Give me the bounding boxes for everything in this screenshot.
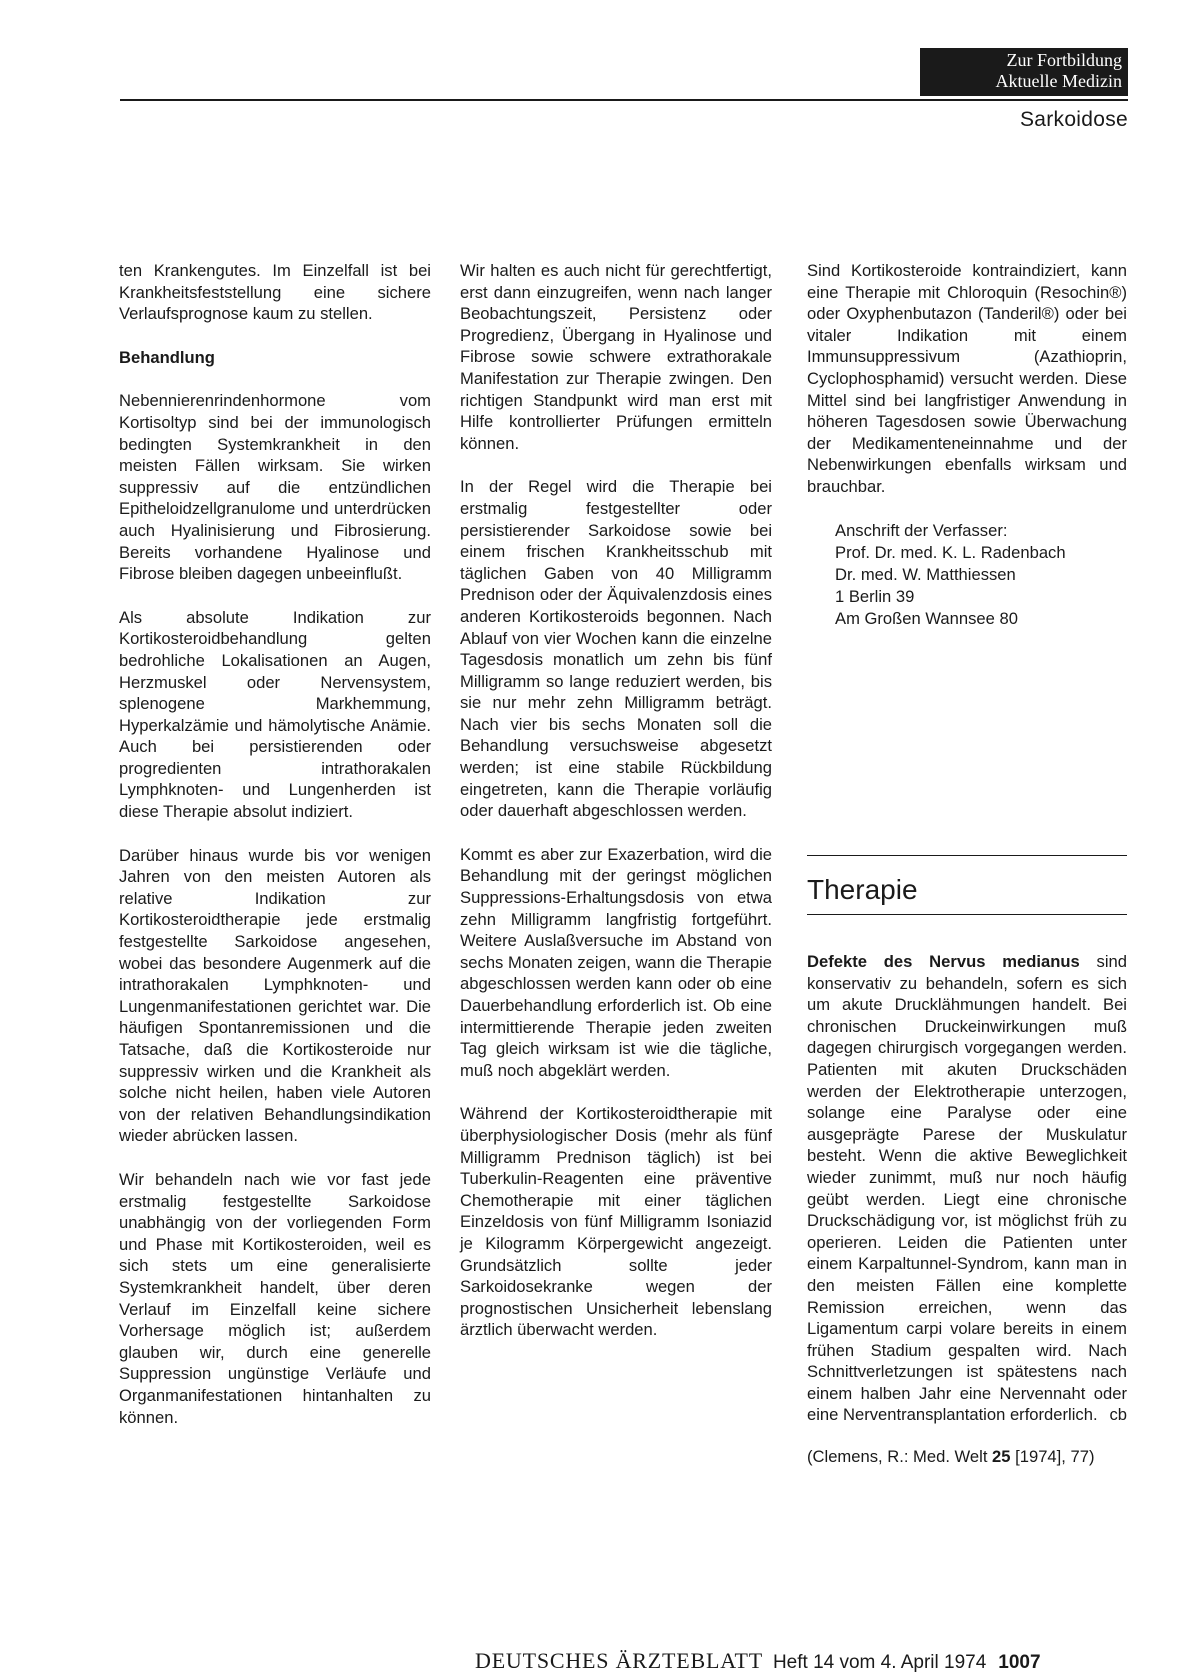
reference xyxy=(807,1446,1127,1468)
therapie-box xyxy=(807,855,1127,915)
address-line: Prof. Dr. med. K. L. Radenbach xyxy=(835,542,1066,562)
page-footer xyxy=(475,1648,1041,1674)
therapie-rule-bottom xyxy=(807,914,1127,915)
section-tag xyxy=(920,48,1128,96)
section-tag-line1: Zur Fortbildung xyxy=(1006,50,1122,70)
paragraph: Darüber hinaus wurde bis vor wenigen Jahren von den meisten Autoren als relative Indikation zur Kortikosteroidtherapie jede erstmalig festgestellte Sarkoidose angesehen, wobei das besondere Augenmerk auf die intrathorakalen Lymphknoten- und Lungenmanifestationen gerichtet war. Die häufigen Spontanremissionen und die Tatsache, daß die Kortikosteroide nur suppressiv wirken und die Krankheit als solche nicht heilen, haben viele Autoren von der relativen Behandlungsindikation wieder abrücken lassen. xyxy=(119,845,431,1146)
paragraph: Wir halten es auch nicht für gerechtfertigt, erst dann einzugreifen, wenn nach langer Beobachtungszeit, Persistenz oder Progredienz, Übergang in Hyalinose und Fibrose sowie schwere extrathorakale Manifestation zur Therapie zwingen. Den richtigen Standpunkt wird man erst mit Hilfe kontrollierter Prüfungen ermitteln können. xyxy=(460,261,772,453)
reference-text: [1974], 77) xyxy=(1010,1447,1095,1467)
paragraph xyxy=(807,951,1127,1426)
paragraph: Kommt es aber zur Exazerbation, wird die Behandlung mit der geringst möglichen Suppressions-Erhaltungsdosis von etwa zehn Milligramm langfristig fortgeführt. Weitere Auslaßversuche im Abstand von sechs Monaten zeigen, wann die Therapie abgeschlossen werden kann oder ob eine Dauerbehandlung erforderlich ist. Ob eine intermittierende Therapie jeden zweiten Tag gleich wirksam ist wie die tägliche, muß noch abgeklärt werden. xyxy=(460,844,772,1080)
column-2 xyxy=(460,260,772,1363)
paragraph: Wir behandeln nach wie vor fast jede erstmalig festgestellte Sarkoidose unabhängig von der vorliegenden Form und Phase mit Kortikosteroiden, weil es sich stets um eine generalisierte Systemkrankheit handelt, über deren Verlauf im Einzelfall keine sichere Vorhersage möglich ist; außerdem glauben wir, durch eine generelle Suppression ungünstige Verläufe und Organmanifestationen hintanhalten zu können. xyxy=(119,1169,431,1427)
article-body: sind konservativ zu behandeln, sofern es sich um akute Drucklähmungen handelt. Bei chronischen Druckeinwirkungen muß dagegen chirurgisch vorgegangen werden. Patienten mit akuten Druckschäden werden der Elektrotherapie unterzogen, solange eine Paralyse oder eine ausgeprägte Parese der Muskulatur besteht. Wenn die aktive Beweglichkeit wieder zunimmt, muß nur noch häufig geübt werden. Liegt eine chronische Druckschädigung vor, ist möglichst früh zu operieren. Leiden die Patienten unter einem Karpaltunnel-Syndrom, kann man in den meisten Fällen eine komplette Remission erreichen, wenn das Ligamentum carpi volare bereits in einem frühen Stadium gespalten wird. Nach Schnittverletzungen ist spätestens nach einem halben Jahr eine Nervennaht oder eine Nerventransplantation erforderlich. xyxy=(807,952,1127,1425)
paragraph: Während der Kortikosteroidtherapie mit überphysiologischer Dosis (mehr als fünf Milligramm Prednison täglich) ist bei Tuberkulin-Reagenten eine präventive Chemotherapie mit einer täglichen Einzeldosis von fünf Milligramm Isoniazid je Kilogramm Körpergewicht angezeigt. Grundsätzlich sollte jeder Sarkoidosekranke wegen der prognostischen Unsicherheit lebenslang ärztlich überwacht werden. xyxy=(460,1104,772,1340)
reference-text: (Clemens, R.: Med. Welt xyxy=(807,1447,993,1467)
therapie-article xyxy=(807,951,1127,1488)
section-label: Sarkoidose xyxy=(1019,108,1128,131)
paragraph: ten Krankengutes. Im Einzelfall ist bei Krankheitsfeststellung eine sichere Verlaufsprognose kaum zu stellen. xyxy=(119,261,431,324)
column-1 xyxy=(119,260,431,1450)
section-tag-line2: Aktuelle Medizin xyxy=(995,71,1122,91)
subheading-behandlung: Behandlung xyxy=(119,347,215,367)
address-line: Am Großen Wannsee 80 xyxy=(835,608,1018,628)
issue-info: Heft 14 vom 4. April 1974 xyxy=(772,1652,987,1673)
author-signature: cb xyxy=(1109,1405,1127,1425)
column-3 xyxy=(807,260,1127,630)
paragraph: Nebennierenrindenhormone vom Kortisoltyp sind bei der immunologisch bedingten Systemkrankheit in den meisten Fällen wirksam. Sie wirken suppressiv auf die entzündlichen Epitheloidzellgranulome und unterdrücken auch Hyalinisierung und Fibrosierung. Bereits vorhandene Hyalinose und Fibrose bleiben dagegen unbeeinflußt. xyxy=(119,391,431,584)
author-address xyxy=(835,520,1127,630)
reference-volume: 25 xyxy=(992,1447,1011,1467)
article-lead: Defekte des Nervus medianus xyxy=(807,952,1080,971)
address-line: 1 Berlin 39 xyxy=(835,586,915,606)
address-line: Dr. med. W. Matthiessen xyxy=(835,564,1016,584)
paragraph: Sind Kortikosteroide kontraindiziert, kann eine Therapie mit Chloroquin (Resochin®) oder Oxyphenbutazon (Tanderil®) oder bei vitaler Indikation mit einem Immunsuppressivum (Azathioprin, Cyclophosphamid) versucht werden. Diese Mittel sind bei langfristiger Anwendung in höheren Tagesdosen sowie Überwachung der Medikamenteneinnahme und der Nebenwirkungen ebenfalls wirksam und brauchbar. xyxy=(807,261,1127,496)
page-number: 1007 xyxy=(998,1652,1041,1673)
therapie-title: Therapie xyxy=(807,874,918,905)
paragraph: Als absolute Indikation zur Kortikosteroidbehandlung gelten bedrohliche Lokalisationen an Augen, Herzmuskel oder Nervensystem, splenogene Markhemmung, Hyperkalzämie und hämolytische Anämie. Auch bei persistierenden oder progredienten intrathorakalen Lymphknoten- und Lungenherden ist diese Therapie absolut indiziert. xyxy=(119,607,431,822)
header-rule xyxy=(120,99,1128,101)
address-line: Anschrift der Verfasser: xyxy=(835,520,1008,540)
paragraph: In der Regel wird die Therapie bei erstmalig festgestellter oder persistierender Sarkoidose sowie bei einem frischen Krankheitsschub mit täglichen Gaben von 40 Milligramm Prednison oder der Äquivalenzdosis eines anderen Kortikosteroids begonnen. Nach Ablauf von vier Wochen kann die einzelne Tagesdosis monatlich um zehn bis fünf Milligramm so lange reduziert werden, bis sie nur mehr zehn Milligramm beträgt. Nach vier bis sechs Monaten soll die Behandlung versuchsweise abgesetzt werden; ist eine stabile Rückbildung eingetreten, kann die Therapie vorläufig oder dauerhaft abgeschlossen werden. xyxy=(460,477,772,821)
journal-name: DEUTSCHES ÄRZTEBLATT xyxy=(475,1648,763,1673)
